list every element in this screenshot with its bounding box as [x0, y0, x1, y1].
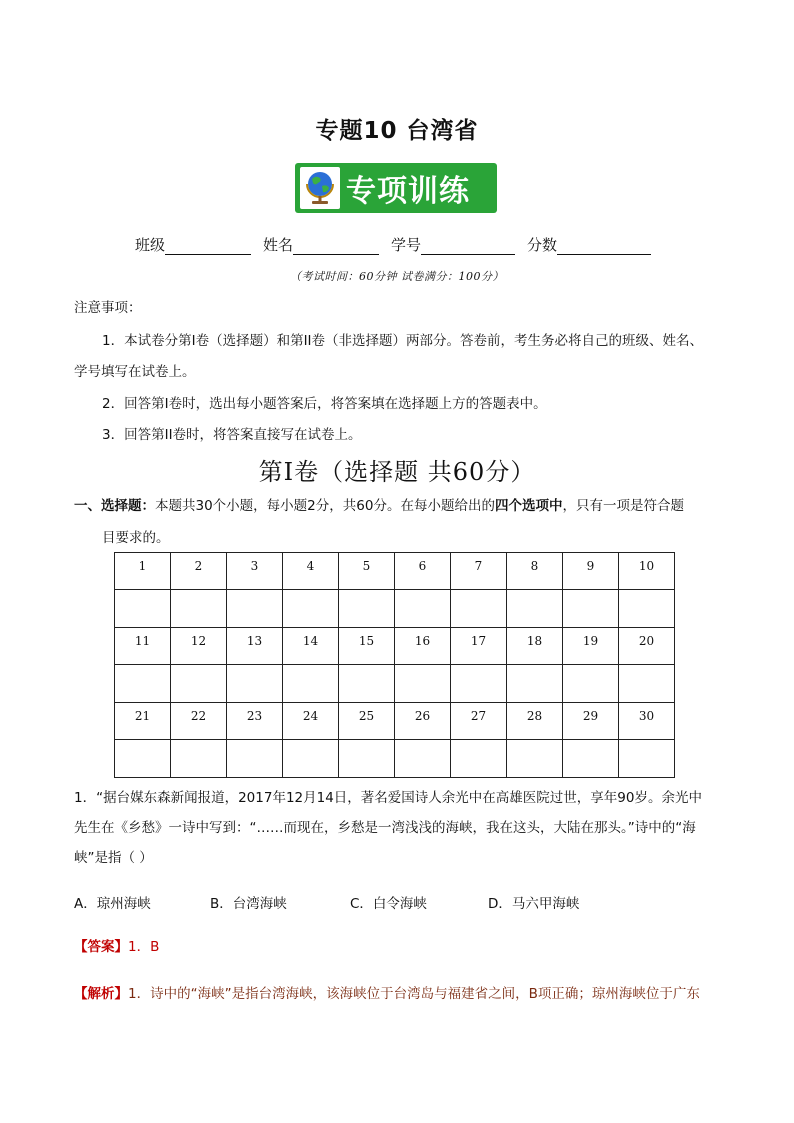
globe-icon	[300, 167, 340, 209]
analysis-label: 【解析】	[74, 986, 128, 1002]
banner-label: 专项训练	[346, 174, 470, 209]
student-info-fields	[135, 234, 651, 255]
question-number-cell: 1	[115, 553, 171, 590]
answer-cell[interactable]	[395, 590, 451, 628]
question-number-cell: 18	[507, 628, 563, 665]
answer-cell[interactable]	[171, 590, 227, 628]
student-id-blank[interactable]	[421, 238, 515, 255]
answer-cell[interactable]	[283, 740, 339, 778]
answer-line	[74, 939, 159, 955]
answer-cell[interactable]	[619, 740, 675, 778]
field-label: 班级	[135, 236, 166, 254]
answer-cell[interactable]	[339, 590, 395, 628]
question-intro	[74, 498, 684, 514]
answer-cell[interactable]	[283, 665, 339, 703]
question-number-cell: 8	[507, 553, 563, 590]
answer-cell[interactable]	[507, 740, 563, 778]
question-number-cell: 22	[171, 703, 227, 740]
question-number-cell: 7	[451, 553, 507, 590]
field-label: 姓名	[263, 236, 294, 254]
score-blank[interactable]	[557, 238, 651, 255]
question-number-cell: 10	[619, 553, 675, 590]
question-1-line-2: 先生在《乡愁》一诗中写到：“……而现在，乡愁是一湾浅浅的海峡，我在这头，大陆在那头。”诗中的“海	[74, 820, 696, 836]
question-intro-prefix: 一、选择题：	[74, 498, 155, 514]
class-field[interactable]	[135, 234, 263, 255]
score-field[interactable]	[527, 234, 651, 255]
question-number-cell: 24	[283, 703, 339, 740]
question-intro-text: 本题共30个小题，每小题2分，共60分。在每小题给出的	[155, 498, 495, 514]
question-number-cell: 20	[619, 628, 675, 665]
question-number-cell: 5	[339, 553, 395, 590]
answer-cell[interactable]	[507, 665, 563, 703]
question-number-cell: 29	[563, 703, 619, 740]
class-blank[interactable]	[165, 238, 251, 255]
answer-cell[interactable]	[115, 590, 171, 628]
table-row	[115, 665, 675, 703]
answer-cell[interactable]	[283, 590, 339, 628]
answer-cell[interactable]	[563, 665, 619, 703]
table-row	[115, 703, 675, 740]
question-number-cell: 27	[451, 703, 507, 740]
notice-item-1: 1．本试卷分第I卷（选择题）和第II卷（非选择题）两部分。答卷前，考生务必将自己的班级、姓名、	[102, 333, 704, 349]
answer-cell[interactable]	[339, 665, 395, 703]
question-number-cell: 16	[395, 628, 451, 665]
option-b[interactable]: B．台湾海峡	[210, 896, 287, 912]
question-number-cell: 15	[339, 628, 395, 665]
answer-cell[interactable]	[507, 590, 563, 628]
answer-cell[interactable]	[563, 740, 619, 778]
question-intro-cont: 目要求的。	[102, 530, 170, 546]
table-row	[115, 590, 675, 628]
question-number-cell: 6	[395, 553, 451, 590]
question-number-cell: 3	[227, 553, 283, 590]
question-intro-emphasis: 四个选项中	[494, 498, 563, 514]
page-title: 专题10 台湾省	[315, 118, 479, 144]
analysis-text: 1．诗中的“海峡”是指台湾海峡，该海峡位于台湾岛与福建省之间，B项正确；琼州海峡位于广东	[128, 986, 700, 1002]
question-number-cell: 14	[283, 628, 339, 665]
answer-cell[interactable]	[395, 665, 451, 703]
name-blank[interactable]	[293, 238, 379, 255]
question-number-cell: 11	[115, 628, 171, 665]
answer-cell[interactable]	[451, 590, 507, 628]
exam-info: （考试时间：60分钟 试卷满分：100分）	[290, 270, 504, 283]
table-row	[115, 553, 675, 590]
answer-cell[interactable]	[171, 665, 227, 703]
question-number-cell: 21	[115, 703, 171, 740]
answer-label: 【答案】	[74, 939, 128, 955]
answer-cell[interactable]	[115, 665, 171, 703]
question-number-cell: 25	[339, 703, 395, 740]
question-number-cell: 9	[563, 553, 619, 590]
answer-cell[interactable]	[451, 665, 507, 703]
answer-cell[interactable]	[451, 740, 507, 778]
question-1-line-1: 1．“据台媒东森新闻报道，2017年12月14日，著名爱国诗人余光中在高雄医院过世，享年90岁。余光中	[74, 790, 702, 806]
table-row	[115, 740, 675, 778]
question-number-cell: 13	[227, 628, 283, 665]
question-1-options	[74, 896, 579, 912]
question-number-cell: 28	[507, 703, 563, 740]
question-number-cell: 26	[395, 703, 451, 740]
option-c[interactable]: C．白令海峡	[350, 896, 427, 912]
answer-cell[interactable]	[115, 740, 171, 778]
section-title: 第I卷（选择题 共60分）	[258, 458, 536, 486]
question-number-cell: 12	[171, 628, 227, 665]
student-id-field[interactable]	[391, 234, 527, 255]
option-d[interactable]: D．马六甲海峡	[488, 896, 580, 912]
answer-cell[interactable]	[339, 740, 395, 778]
question-1-line-3: 峡”是指（ ）	[74, 850, 153, 866]
answer-cell[interactable]	[227, 665, 283, 703]
notice-heading: 注意事项：	[74, 300, 142, 316]
option-a[interactable]: A．琼州海峡	[74, 896, 151, 912]
question-number-cell: 23	[227, 703, 283, 740]
question-number-cell: 30	[619, 703, 675, 740]
question-number-cell: 4	[283, 553, 339, 590]
analysis-line	[74, 986, 700, 1002]
name-field[interactable]	[263, 234, 391, 255]
answer-cell[interactable]	[171, 740, 227, 778]
question-intro-text-2: ，只有一项是符合题	[562, 498, 684, 514]
answer-cell[interactable]	[619, 665, 675, 703]
answer-cell[interactable]	[395, 740, 451, 778]
notice-item-2: 2．回答第I卷时，选出每小题答案后，将答案填在选择题上方的答题表中。	[102, 396, 547, 412]
field-label: 学号	[391, 236, 422, 254]
notice-item-1-cont: 学号填写在试卷上。	[74, 364, 196, 380]
answer-cell[interactable]	[227, 740, 283, 778]
topic-banner	[295, 163, 497, 213]
answer-cell[interactable]	[227, 590, 283, 628]
table-row	[115, 628, 675, 665]
answer-cell[interactable]	[619, 590, 675, 628]
notice-item-3: 3．回答第II卷时，将答案直接写在试卷上。	[102, 427, 362, 443]
question-number-cell: 19	[563, 628, 619, 665]
question-number-cell: 2	[171, 553, 227, 590]
field-label: 分数	[527, 236, 558, 254]
question-number-cell: 17	[451, 628, 507, 665]
answer-table	[114, 552, 675, 778]
answer-cell[interactable]	[563, 590, 619, 628]
answer-value: 1．B	[128, 939, 160, 955]
